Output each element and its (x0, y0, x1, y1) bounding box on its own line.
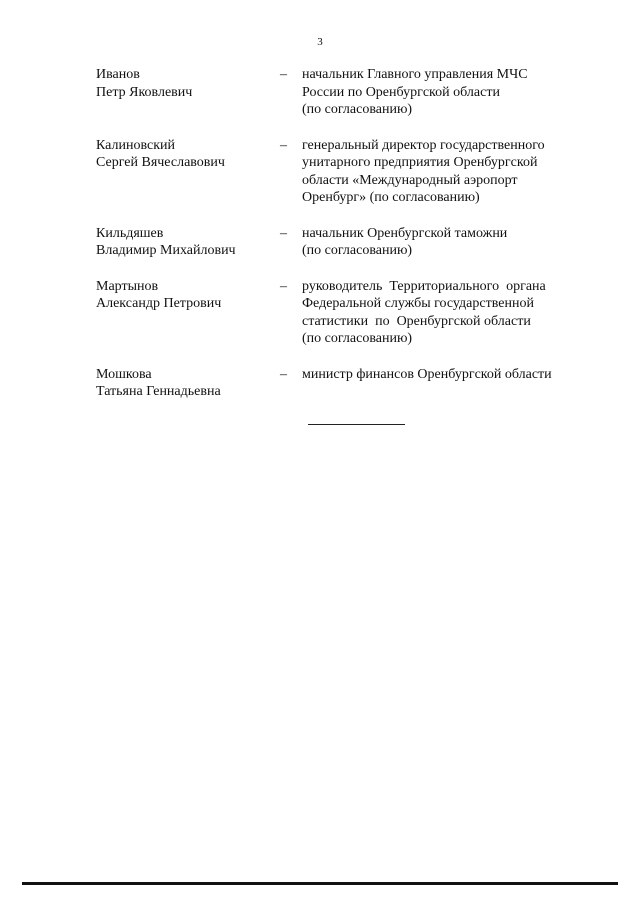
position-line: области «Международный аэропорт (302, 172, 518, 188)
member-position (302, 137, 596, 207)
member-name (96, 278, 280, 348)
position-line: генеральный директор государственного (302, 137, 545, 153)
member-given-names: Татьяна Геннадьевна (96, 384, 221, 399)
position-line: руководитель Территориального органа (302, 278, 546, 294)
member-dash: – (280, 137, 287, 153)
member-position (302, 278, 596, 348)
position-line: (по согласованию) (302, 102, 413, 117)
member-name (96, 137, 280, 207)
member-given-names: Сергей Вячеславович (96, 155, 225, 170)
end-separator-line (308, 424, 405, 425)
footer-rule (22, 882, 618, 885)
member-given-names: Александр Петрович (96, 296, 222, 311)
member-entry (96, 366, 596, 401)
member-position (302, 225, 596, 260)
member-name (96, 366, 280, 401)
member-dash: – (280, 366, 287, 382)
position-line: министр финансов Оренбургской области (302, 366, 552, 382)
member-entry (96, 278, 596, 348)
member-position (302, 366, 596, 401)
members-list (96, 66, 596, 401)
member-name (96, 66, 280, 119)
position-line: (по согласованию) (302, 243, 413, 258)
position-line: начальник Оренбургской таможни (302, 225, 508, 241)
member-given-names: Петр Яковлевич (96, 84, 193, 100)
member-entry (96, 137, 596, 207)
page-number: 3 (317, 36, 323, 48)
member-dash: – (280, 225, 287, 241)
position-line: начальник Главного управления МЧС (302, 67, 528, 82)
position-line: статистики по Оренбургской области (302, 313, 531, 329)
member-position (302, 66, 596, 119)
position-line: Федеральной службы государственной (302, 296, 534, 311)
member-entry (96, 66, 596, 119)
member-surname: Калиновский (96, 137, 175, 153)
position-line: (по согласованию) (302, 331, 413, 346)
member-dash: – (280, 67, 287, 82)
member-surname: Иванов (96, 67, 140, 82)
member-entry (96, 225, 596, 260)
member-name (96, 225, 280, 260)
member-surname: Мартынов (96, 278, 159, 294)
member-dash: – (280, 278, 287, 294)
member-given-names: Владимир Михайлович (96, 243, 236, 258)
position-line: унитарного предприятия Оренбургской (302, 155, 538, 170)
position-line: России по Оренбургской области (302, 84, 500, 100)
member-surname: Мошкова (96, 366, 152, 382)
member-surname: Кильдяшев (96, 225, 164, 241)
position-line: Оренбург» (по согласованию) (302, 190, 480, 205)
